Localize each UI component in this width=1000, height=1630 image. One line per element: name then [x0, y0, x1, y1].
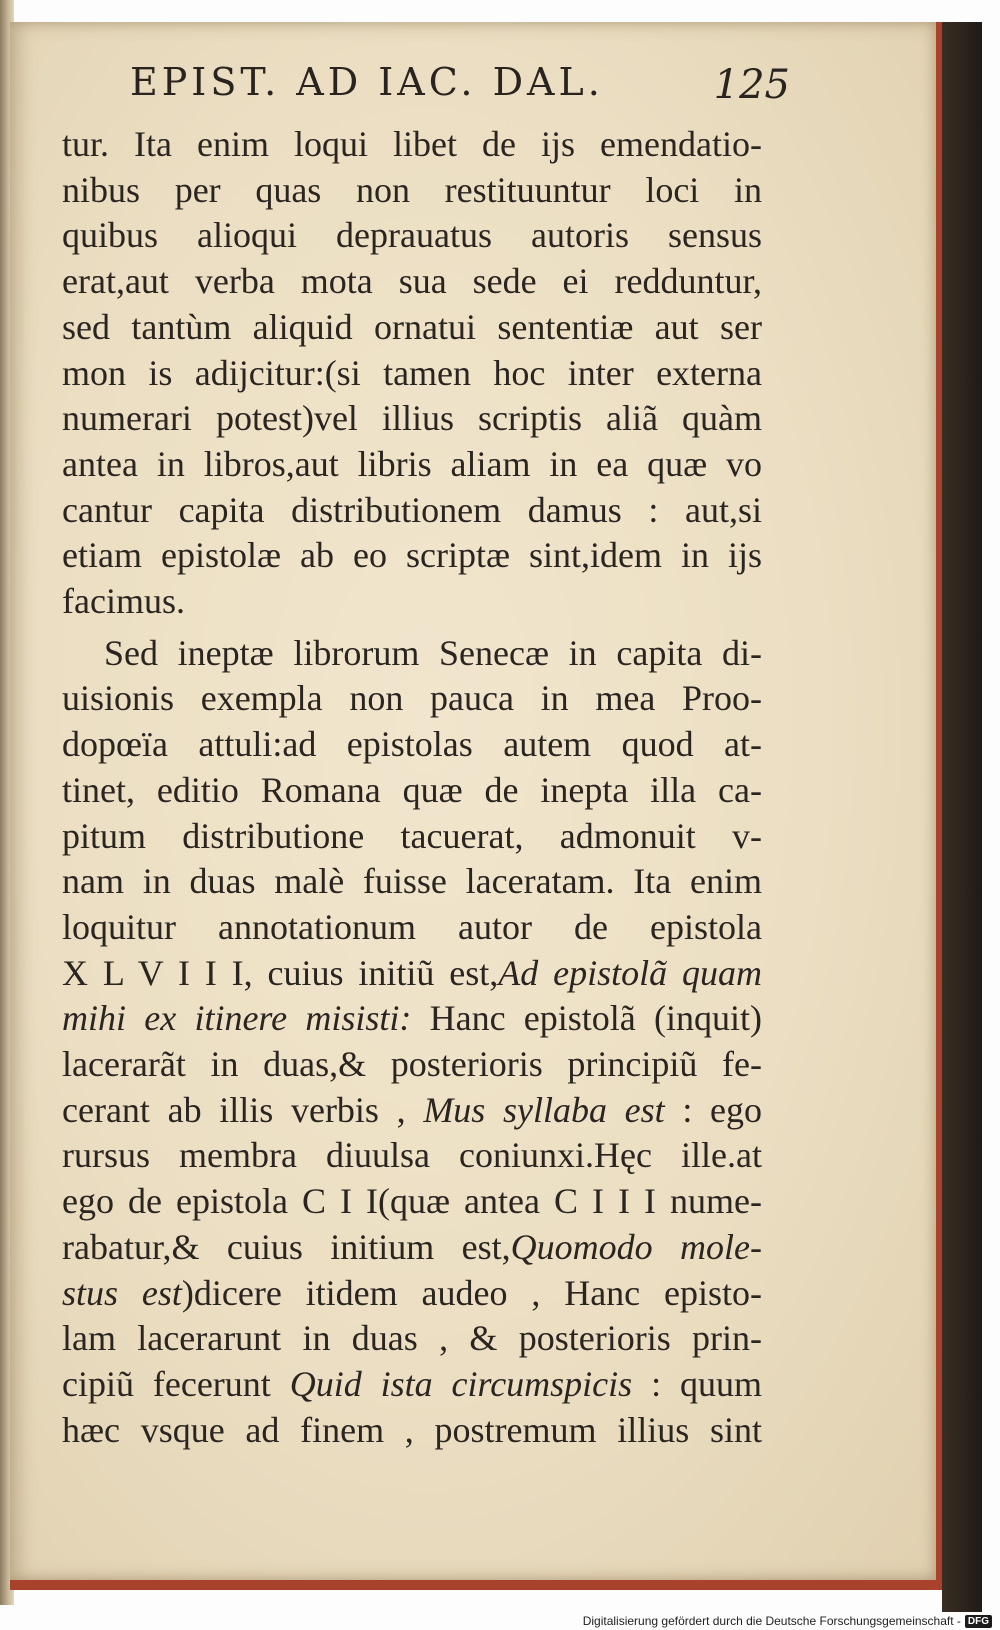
text-line: [62, 1271, 762, 1317]
text-segment: rabatur,& cuius initium est,: [62, 1226, 511, 1267]
text-segment: cerant ab illis verbis ,: [62, 1089, 424, 1130]
paragraph-1: [62, 122, 762, 625]
text-segment: X L V I I I, cuius initiũ est,: [62, 952, 499, 993]
italic-quotation: stus est: [62, 1272, 182, 1313]
text-line: Sed ineptæ librorum Senecæ in capita di-: [104, 632, 762, 673]
text-segment: : ego: [664, 1089, 762, 1130]
italic-quotation: mihi ex itinere misisti:: [62, 998, 412, 1039]
running-title: EPIST. AD IAC. DAL.: [130, 60, 604, 104]
text-line: antea in libros,aut libris aliam in ea quæ vo: [62, 443, 762, 484]
text-line: facimus.: [62, 581, 185, 622]
text-segment: Hanc epistolã (inquit): [411, 998, 762, 1039]
text-line: cantur capita distributionem damus : aut,si: [62, 489, 762, 530]
text-line: [62, 996, 762, 1042]
book-page: [10, 22, 942, 1590]
paragraph-2: [62, 631, 762, 1454]
text-segment: )dicere itidem audeo , Hanc episto-: [181, 1272, 763, 1313]
text-segment: cipiũ fecerunt: [62, 1363, 290, 1404]
text-line: nam in duas malè fuisse laceratam. Ita enim: [62, 861, 762, 902]
text-line: dopœïa attuli:ad epistolas autem quod at-: [62, 724, 762, 765]
italic-quotation: Quomodo mole-: [510, 1226, 762, 1267]
text-segment: : quum: [632, 1363, 762, 1404]
text-line: erat,aut verba mota sua sede ei redduntur,: [62, 261, 762, 302]
text-line: [62, 1362, 762, 1408]
text-line: rursus membra diuulsa coniunxi.Hęc ille.at: [62, 1135, 762, 1176]
text-line: lacerarãt in duas,& posterioris principiũ fe-: [62, 1044, 762, 1085]
page-header: [130, 50, 790, 120]
text-line: quibus alioqui deprauatus autoris sensus: [62, 215, 762, 256]
text-line: [62, 1225, 762, 1271]
dfg-logo: DFG: [965, 1615, 992, 1628]
italic-quotation: Ad epistolã quam: [498, 952, 762, 993]
text-line: tur. Ita enim loqui libet de ijs emendatio-: [62, 124, 762, 164]
text-line: hæc vsque ad finem , postremum illius sint: [62, 1409, 762, 1450]
text-line: [62, 1088, 762, 1134]
text-line: tinet, editio Romana quæ de inepta illa ca-: [62, 769, 762, 810]
text-line: [62, 951, 762, 997]
text-line: sed tantùm aliquid ornatui sententiæ aut ser: [62, 306, 762, 347]
text-line: mon is adijcitur:(si tamen hoc inter externa: [62, 352, 762, 393]
italic-quotation: Mus syllaba est: [423, 1089, 665, 1130]
italic-quotation: Quid ista circumspicis: [289, 1363, 633, 1404]
text-line: ego de epistola C I I(quæ antea C I I I nume-: [62, 1181, 762, 1222]
text-line: pitum distributione tacuerat, admonuit v-: [62, 815, 762, 856]
digitization-credit: [583, 1614, 992, 1628]
page-side-shadow: [942, 22, 982, 1612]
text-line: nibus per quas non restituuntur loci in: [62, 169, 762, 210]
text-line: numerari potest)vel illius scriptis aliã quàm: [62, 398, 762, 439]
text-line: lam lacerarunt in duas , & posterioris prin-: [62, 1318, 762, 1359]
text-line: uisionis exempla non pauca in mea Proo-: [62, 678, 762, 719]
credit-text: Digitalisierung gefördert durch die Deutsche Forschungsgemeinschaft -: [582, 1614, 961, 1628]
text-line: loquitur annotationum autor de epistola: [62, 906, 762, 947]
text-line: etiam epistolæ ab eo scriptæ sint,idem in ijs: [62, 535, 762, 576]
page-number: 125: [713, 62, 790, 108]
body-text: [62, 122, 762, 1453]
